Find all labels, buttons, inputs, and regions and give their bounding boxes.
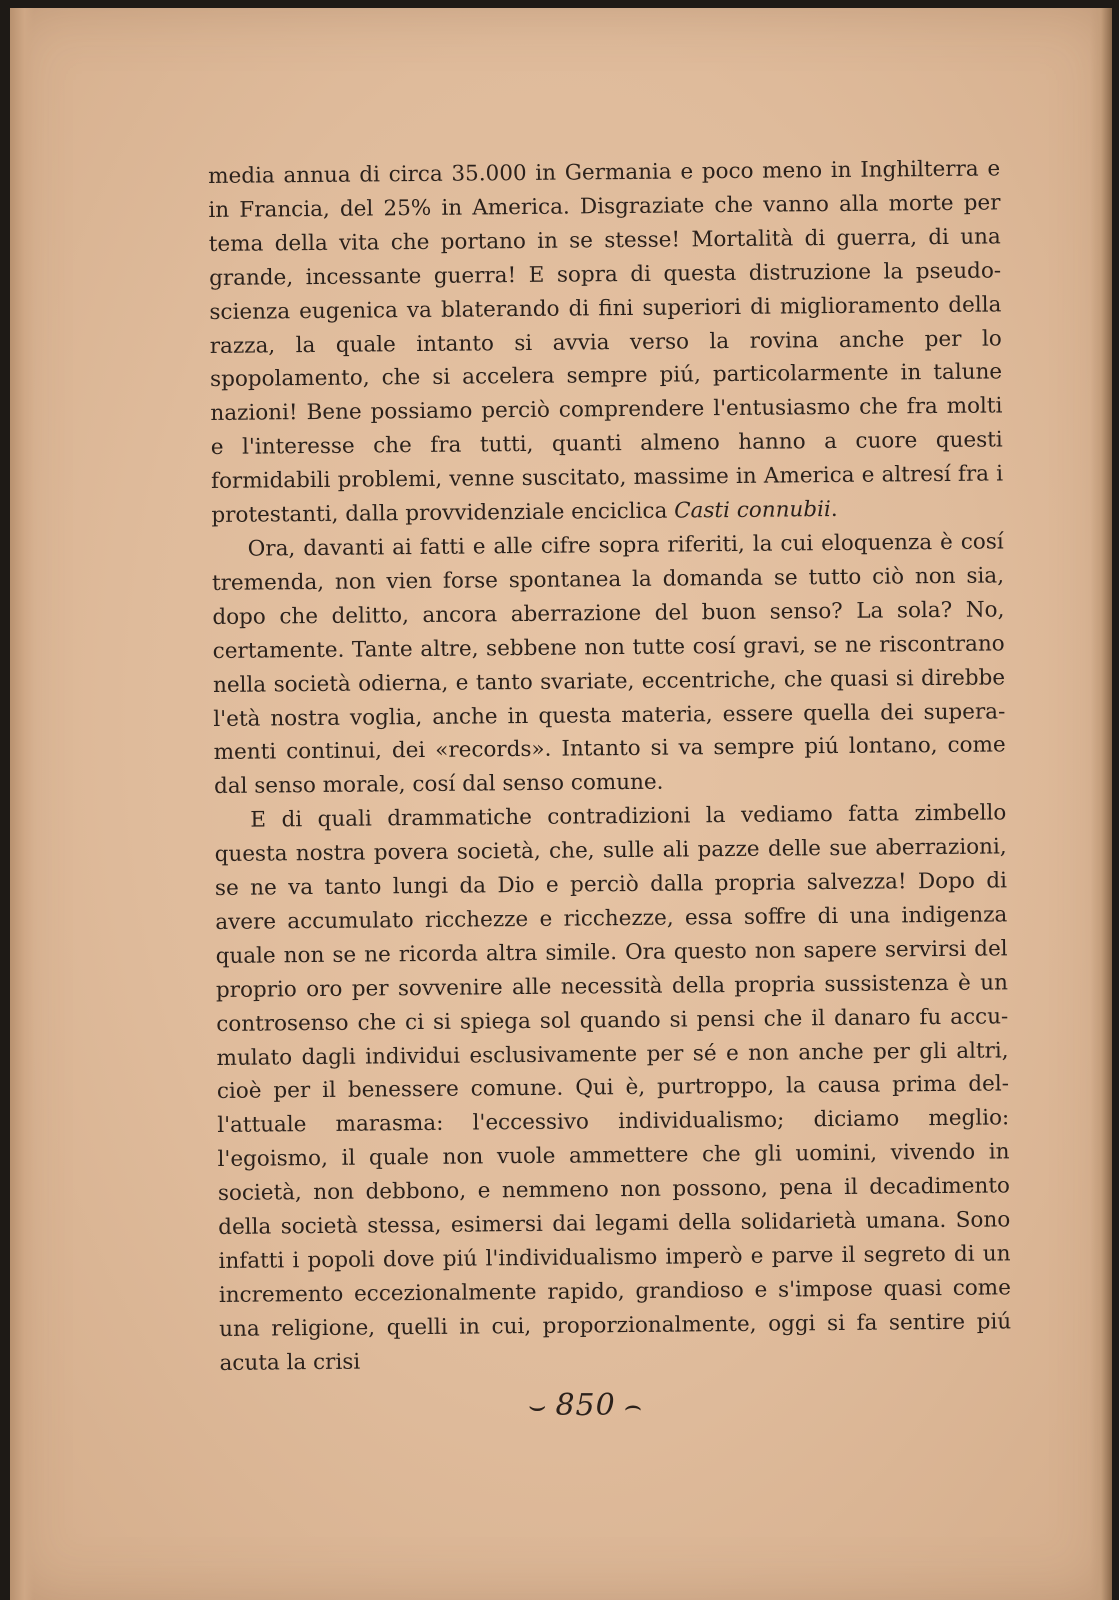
- paragraph-1-text: media annua di circa 35.000 in Germania e poco meno in Inghilterra e in Francia, del 25% in America. Disgraziate che vanno alla morte per tema della vita che portano in se stesse! Mortalità di guerra, di una grande, incessante guerra! E sopra di questa distruzione la pseudoscienza eugenica va blaterando di fini superiori di miglioramento della razza, la quale intanto si avvia verso la rovina anche per lo spopolamento, che si accelera sempre piú, particolarmente in talune nazioni! Bene possiamo perciò comprendere l'entusiasmo che fra molti e l'interesse che fra tutti, quanti almeno hanno a cuore questi formidabili problemi, venne suscitato, massime in America e altresí fra i protestanti, dalla provvidenziale enciclica: [208, 156, 1004, 529]
- folio-ornament-right: ⌢: [623, 1389, 644, 1422]
- body-text: [208, 152, 1012, 1380]
- folio-number: 850: [555, 1388, 616, 1423]
- paragraph-2: Ora, davanti ai fatti e alle cifre sopra riferiti, la cui eloquenza è cosí tremenda, non vien forse spontanea la domanda se tutto ciò non sia, dopo che delitto, ancora aberrazione del buon senso? La sola? No, certamente. Tante altre, sebbene non tutte cosí gravi, se ne riscontrano nella società odierna, e tanto svariate, eccentriche, che quasi si direbbe l'età nostra voglia, anche in questa materia, essere quella dei superamenti continui, dei «records». Intanto si va sempre piú lontano, come dal senso morale, cosí dal senso comune.: [211, 529, 1006, 800]
- binding-shadow-left: [10, 8, 34, 1600]
- paragraph-1-end: .: [830, 497, 838, 523]
- page-edge-shadow-right: [1090, 8, 1112, 1600]
- page-number: [520, 1388, 651, 1423]
- folio-ornament-left: ⌣: [528, 1389, 548, 1422]
- encyclical-title: Casti connubii: [674, 497, 831, 524]
- paragraph-3: E di quali drammatiche contradizioni la vediamo fatta zimbello questa nostra povera società, che, sulle ali pazze delle sue aberrazioni, se ne va tanto lungi da Dio e perciò dalla propria salvezza! Dopo di avere accumulato ricchezze e ricchezze, essa soffre di una indigenza quale non se ne ricorda altra simile. Ora questo non sapere servirsi del proprio oro per sovvenire alle necessità della propria sussistenza è un controsenso che ci si spiega sol quando si pensi che il danaro fu accumulato dagli individui esclusivamente per sé e non anche per gli altri, cioè per il benessere comune. Qui è, purtroppo, la causa prima dell'attuale marasma: l'eccessivo individualismo; diciamo meglio: l'egoismo, il quale non vuole ammettere che gli uomini, vivendo in società, non debbono, e nemmeno non possono, pena il decadimento della società stessa, esimersi dai legami della solidarietà umana. Sono infatti i popoli dove piú l'individualismo imperò e parve il segreto di un incremento eccezionalmente rapido, grandioso e s'impose quasi come una religione, quelli in cui, proporzionalmente, oggi si fa sentire piú acuta la crisi: [214, 800, 1012, 1376]
- paragraph-1: [208, 152, 1004, 533]
